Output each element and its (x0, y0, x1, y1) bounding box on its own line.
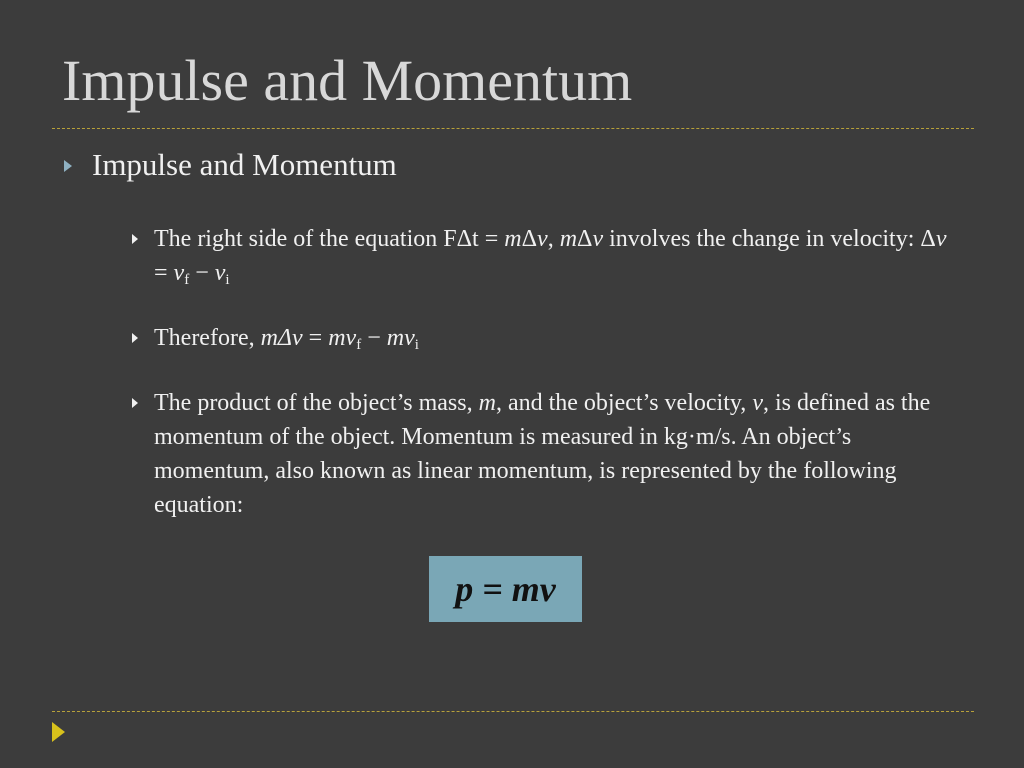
sub-bullet-arrow-icon (132, 234, 138, 244)
sub-bullet-arrow-icon (132, 398, 138, 408)
momentum-equation-box (429, 556, 582, 622)
title-divider (52, 128, 974, 129)
momentum-equation: p = mv (455, 569, 556, 609)
sub-bullet-arrow-icon (132, 333, 138, 343)
bullet-momentum-definition: The product of the object’s mass, m, and the object’s velocity, v, is defined as the momentum of the object. Momentum is measured in kg·m/s. An object’s momentum, also known as linear momentum, is represented by the following equation: (154, 390, 931, 518)
footer-divider (52, 711, 974, 712)
slide-title: Impulse and Momentum (62, 48, 633, 113)
bullet-arrow-icon (64, 160, 72, 172)
bullet-level1: Impulse and Momentum (92, 147, 397, 182)
bullet-velocity-change: The right side of the equation FΔt = mΔv, mΔv involves the change in velocity: $\Delta v = v_f - v_i$ (154, 226, 947, 288)
bullet-therefore: Therefore, $m\Delta v = mv_f - mv_i$ (154, 325, 419, 353)
next-slide-icon[interactable] (52, 722, 65, 742)
